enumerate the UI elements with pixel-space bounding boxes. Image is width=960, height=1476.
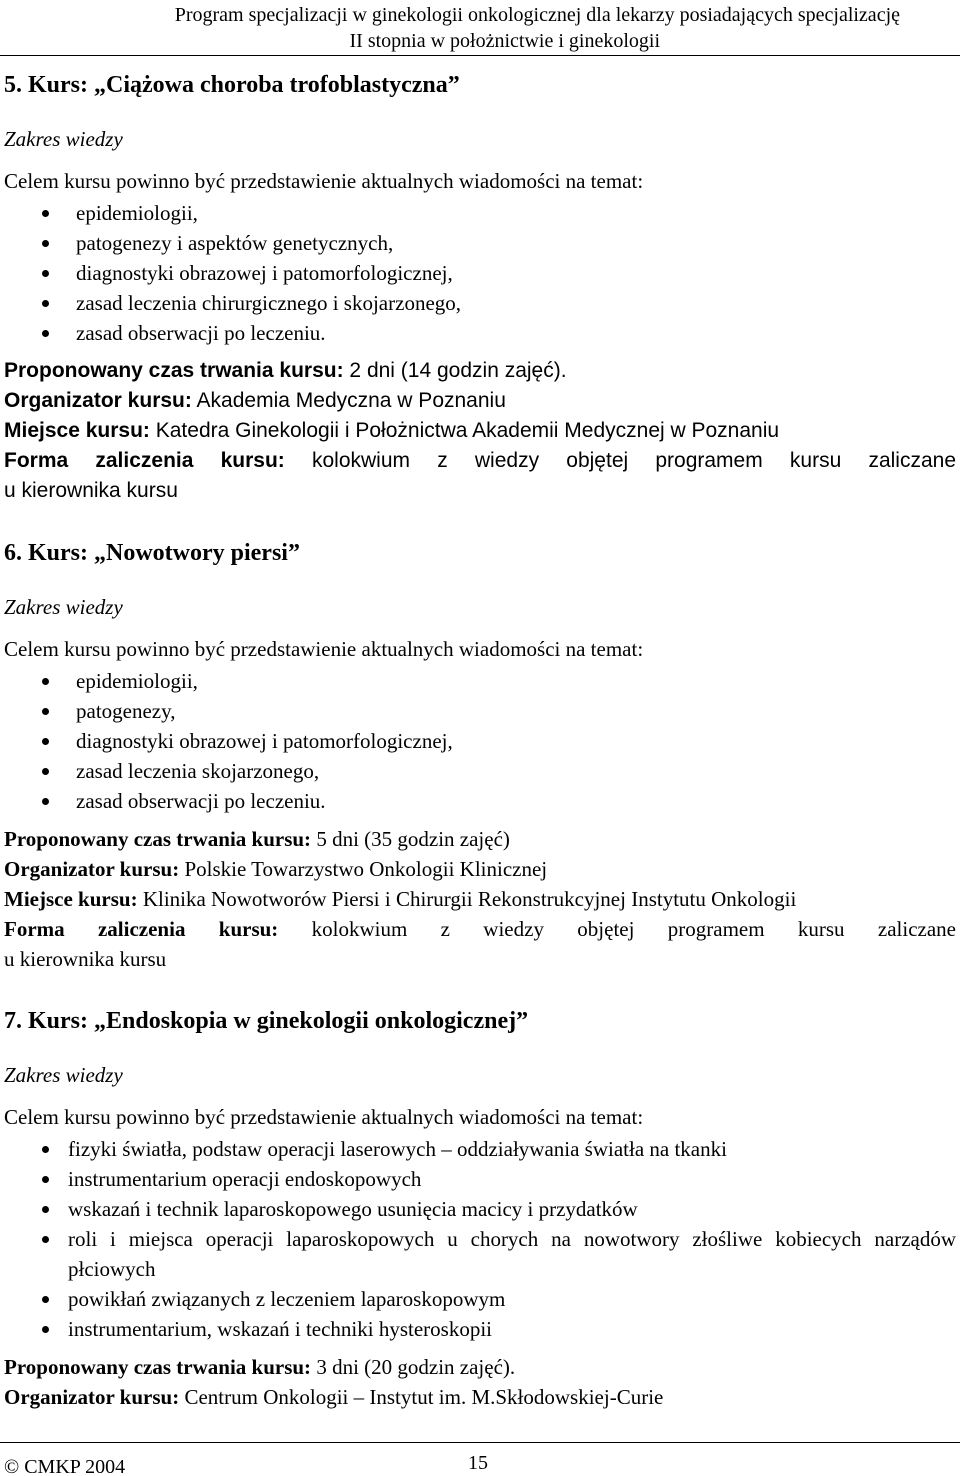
course-6 (4, 534, 956, 974)
list-item: zasad leczenia skojarzonego, (4, 756, 956, 786)
course-5 (4, 66, 956, 506)
header-line-1: Program specjalizacji w ginekologii onkologicznej dla lekarzy posiadających specjalizację (174, 4, 900, 26)
page-footer (0, 1442, 960, 1476)
course-intro: Celem kursu powinno być przedstawienie aktualnych wiadomości na temat: (4, 1105, 644, 1129)
organizer-value: Centrum Onkologii – Instytut im. M.Skłodowskiej-Curie (179, 1385, 664, 1409)
organizer-label: Organizator kursu: (4, 857, 180, 881)
copyright: © CMKP 2004 (4, 1456, 126, 1476)
duration-value: 5 dni (35 godzin zajęć) (311, 827, 510, 851)
list-item: wskazań i technik laparoskopowego usunięcia macicy i przydatków (4, 1194, 956, 1224)
list-item: diagnostyki obrazowej i patomorfologicznej, (4, 726, 956, 756)
form-line-cont: u kierownika kursu (4, 947, 167, 971)
duration-label: Proponowany czas trwania kursu: (4, 1355, 312, 1379)
list-item: patogenezy, (4, 696, 956, 726)
organizer-line (4, 386, 956, 416)
section-label: Zakres wiedzy (4, 127, 123, 151)
page-header (0, 0, 960, 56)
course-7 (4, 1002, 956, 1412)
organizer-value: Akademia Medyczna w Poznaniu (191, 389, 506, 412)
topic-list (4, 1134, 956, 1344)
list-item: instrumentarium operacji endoskopowych (4, 1164, 956, 1194)
topic-list (4, 666, 956, 816)
list-item: fizyki światła, podstaw operacji laserowych – oddziaływania światła na tkanki (4, 1134, 956, 1164)
place-value: Klinika Nowotworów Piersi i Chirurgii Rekonstrukcyjnej Instytutu Onkologii (137, 887, 797, 911)
duration-line (4, 824, 956, 854)
organizer-line (4, 1382, 956, 1412)
place-label: Miejsce kursu: (4, 887, 138, 911)
list-item: zasad obserwacji po leczeniu. (4, 318, 956, 348)
list-item: zasad leczenia chirurgicznego i skojarzonego, (4, 288, 956, 318)
duration-label: Proponowany czas trwania kursu: (4, 359, 344, 382)
course-title: 7. Kurs: „Endoskopia w ginekologii onkologicznej” (4, 1008, 529, 1034)
duration-label: Proponowany czas trwania kursu: (4, 827, 312, 851)
duration-line (4, 356, 956, 386)
list-item: epidemiologii, (4, 198, 956, 228)
place-label: Miejsce kursu: (4, 419, 150, 442)
organizer-value: Polskie Towarzystwo Onkologii Klinicznej (179, 857, 548, 881)
list-item: epidemiologii, (4, 666, 956, 696)
list-item: instrumentarium, wskazań i techniki hysteroskopii (4, 1314, 956, 1344)
organizer-line (4, 854, 956, 884)
form-label: Forma zaliczenia kursu: (4, 917, 279, 941)
course-intro: Celem kursu powinno być przedstawienie aktualnych wiadomości na temat: (4, 169, 644, 193)
duration-value: 3 dni (20 godzin zajęć). (311, 1355, 516, 1379)
form-label: Forma zaliczenia kursu: (4, 449, 285, 472)
section-label: Zakres wiedzy (4, 1063, 123, 1087)
list-item: patogenezy i aspektów genetycznych, (4, 228, 956, 258)
list-item: diagnostyki obrazowej i patomorfologicznej, (4, 258, 956, 288)
form-line (4, 446, 956, 476)
page-content (4, 66, 956, 1440)
header-line-2: II stopnia w położnictwie i ginekologii (349, 30, 660, 52)
form-value: kolokwium z wiedzy objętej programem kursu zaliczane (278, 917, 956, 941)
section-label: Zakres wiedzy (4, 595, 123, 619)
list-item: powikłań związanych z leczeniem laparoskopowym (4, 1284, 956, 1314)
course-intro: Celem kursu powinno być przedstawienie aktualnych wiadomości na temat: (4, 637, 644, 661)
place-line (4, 416, 956, 446)
topic-list (4, 198, 956, 348)
duration-line (4, 1352, 956, 1382)
organizer-label: Organizator kursu: (4, 1385, 180, 1409)
form-value: kolokwium z wiedzy objętej programem kursu zaliczane (284, 449, 956, 472)
course-title: 6. Kurs: „Nowotwory piersi” (4, 540, 300, 566)
organizer-label: Organizator kursu: (4, 389, 192, 412)
list-item: zasad obserwacji po leczeniu. (4, 786, 956, 816)
form-line-cont: u kierownika kursu (4, 479, 178, 502)
page-number: 15 (468, 1452, 488, 1474)
duration-value: 2 dni (14 godzin zajęć). (343, 359, 567, 382)
form-line (4, 914, 956, 944)
list-item: roli i miejsca operacji laparoskopowych u chorych na nowotwory złośliwe kobiecych narządów płciowych (4, 1224, 956, 1284)
place-value: Katedra Ginekologii i Położnictwa Akademii Medycznej w Poznaniu (149, 419, 780, 442)
place-line (4, 884, 956, 914)
course-title: 5. Kurs: „Ciążowa choroba trofoblastyczna” (4, 72, 460, 98)
